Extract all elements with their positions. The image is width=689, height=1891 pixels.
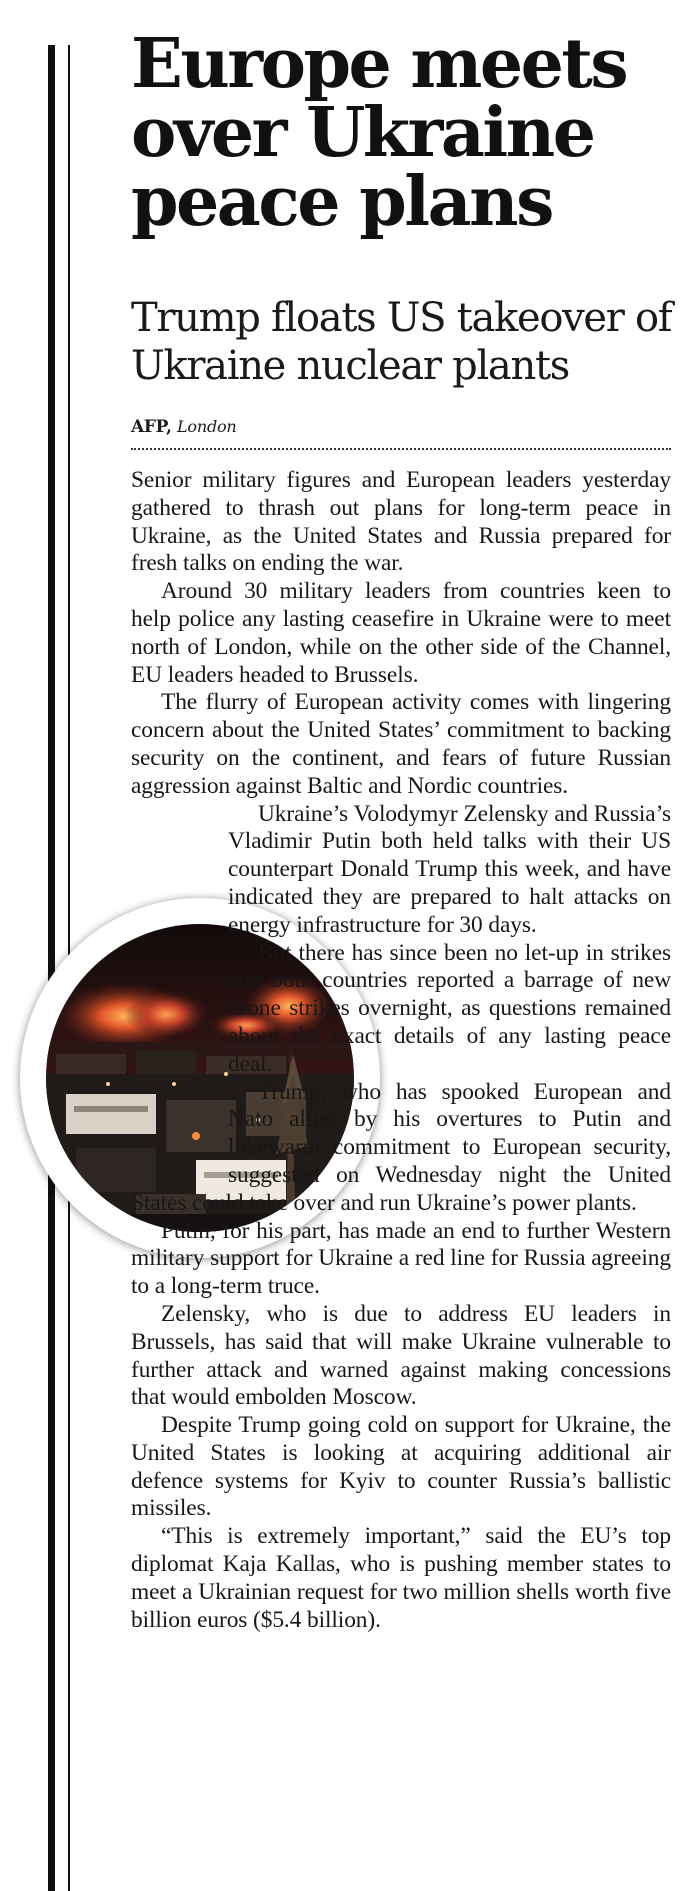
byline [131,416,237,438]
byline-agency: AFP, [131,417,172,437]
paragraph-5: But there has since been no let-up in strikes and both countries reported a barrage of new drone strikes overnight, as questions remained about the exact details of any lasting peace deal. [228,939,671,1077]
dotted-divider [131,448,671,450]
paragraph-6: Trump, who has spooked European and Nato allies by his overtures to Putin and lukewarm commitment to European security, suggested on Wednesday night the United States could take over and run Ukraine’s power plants. [131,1078,671,1216]
photo-wrap-area [0,801,228,1189]
paragraph-10: “This is extremely important,” said the EU’s top diplomat Kaja Kallas, who is pushing member states to meet a Ukrainian request for two million shells worth five billion euros ($5.4 billion). [131,1523,671,1633]
paragraph-9: Despite Trump going cold on support for Ukraine, the United States is looking at acquiring additional air defence systems for Kyiv to counter Russia’s ballistic missiles. [131,1412,671,1522]
byline-location: London [176,417,237,436]
paragraph-1: Senior military figures and European leaders yesterday gathered to thrash out plans for long-term peace in Ukraine, as the United States and Russia prepared for fresh talks on ending the war. [131,467,671,577]
paragraph-7: Putin, for his part, has made an end to further Western military support for Ukraine a red line for Russia agreeing to a long-term truce. [131,1217,671,1300]
subheadline: Trump floats US takeover of Ukraine nuclear plants [131,295,672,389]
paragraph-2: Around 30 military leaders from countries keen to help police any lasting ceasefire in Ukraine were to meet north of London, while on the other side of the Channel, EU leaders headed to Brussels. [131,578,671,688]
paragraph-4-text: Ukraine’s Volodymyr Zelensky and Russia’s Vladimir Putin both held talks with their US counterpart Donald Trump this week, and have indicated they are prepared to halt attacks on energy infrastructure for 30 days. [228,800,671,938]
headline: Europe meets over Ukraine peace plans [131,24,627,242]
paragraph-4 [131,801,671,940]
paragraph-3: The flurry of European activity comes with lingering concern about the United States’ commitment to backing security on the continent, and fears of future Russian aggression against Baltic and Nordic countries. [131,689,671,799]
article-body [131,467,671,1634]
paragraph-8: Zelensky, who is due to address EU leaders in Brussels, has said that will make Ukraine vulnerable to further attack and warned against making concessions that would embolden Moscow. [131,1300,671,1411]
